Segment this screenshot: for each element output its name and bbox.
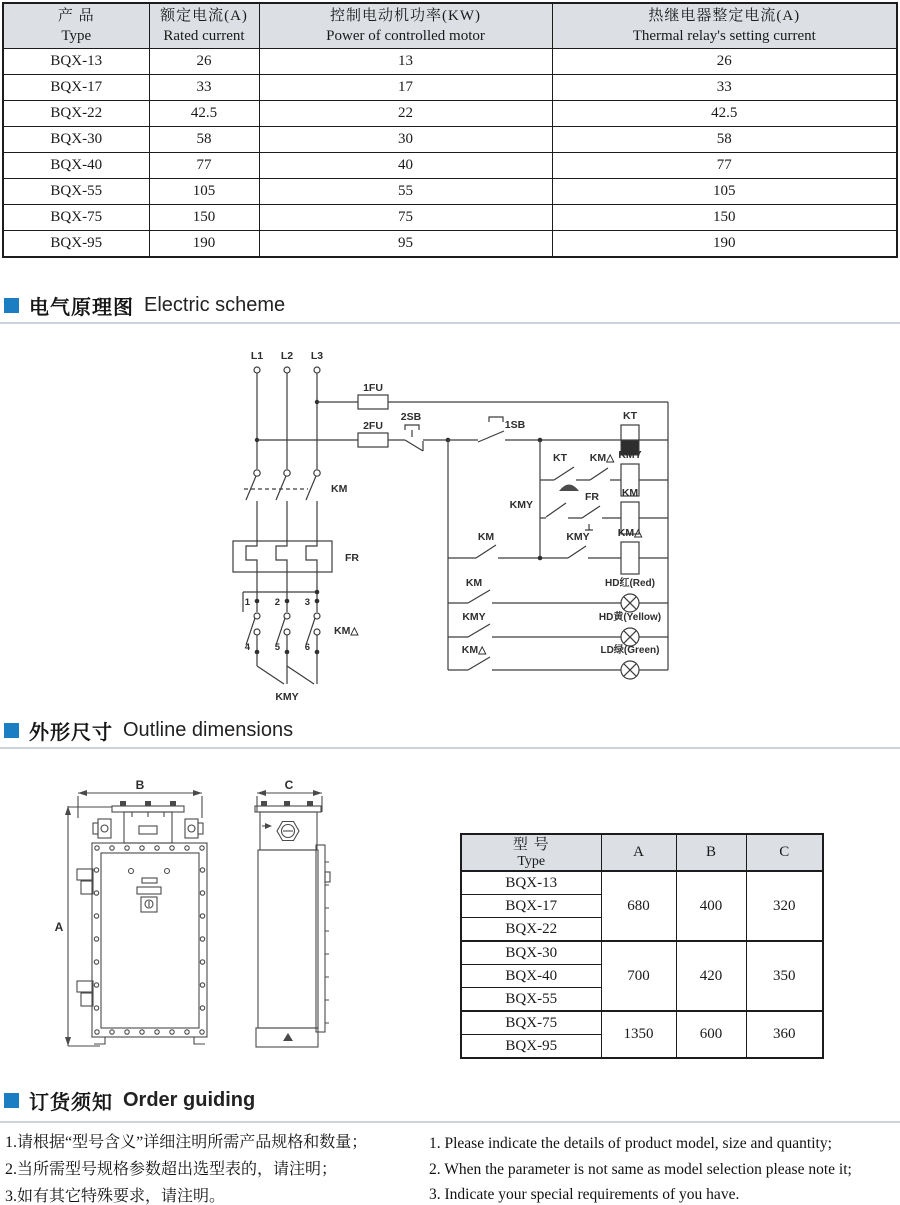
cell-current: 33 [149,75,259,101]
table-row [3,127,897,153]
order-notes-english [429,1131,899,1205]
cell-relay: 105 [552,179,897,205]
section-title-en: Electric scheme [144,293,286,316]
cell-relay: 33 [552,75,897,101]
yellow-lamp-label: HD黄(Yellow) [598,612,662,623]
cell-current: 26 [149,49,259,75]
spec-header-row [3,3,897,49]
section-title-zh: 电气原理图 [29,296,134,319]
cell-type: BQX-30 [3,127,149,153]
table-row [461,941,823,965]
outline-dimensions-drawing [40,770,370,1060]
cell-dim-a: 1350 [601,1011,676,1058]
header-zh: 产 品 [57,8,95,24]
section-title-zh: 订货须知 [29,1091,113,1114]
spec-header-thermal-relay [552,3,897,49]
kmy-coil-label: KMY [618,449,642,461]
section-header-outline-dimensions [4,718,294,744]
dim-header-b: B [676,834,746,871]
note-line: 2.当所需型号规格参数超出选型表的，请注明； [5,1161,338,1178]
note-line: 3. Indicate your special requirements of you have. [429,1186,740,1203]
cell-relay: 77 [552,153,897,179]
header-en: Power of controlled motor [326,28,485,44]
note-line: 2. When the parameter is not same as model selection please note it; [429,1160,852,1178]
cell-current: 77 [149,153,259,179]
section-bullet-icon [4,298,19,313]
table-row [3,231,897,258]
table-row [3,205,897,231]
cell-type: BQX-17 [3,75,149,101]
cell-type: BQX-55 [3,179,149,205]
start-button-label: 1SB [504,419,526,431]
cell-dim-a: 700 [601,941,676,1011]
header-en: Rated current [163,28,245,44]
phase-l2-label: L2 [280,350,294,362]
dimension-a-label: A [54,920,64,934]
kmy-no-contact-label: KMY [509,499,533,511]
cell-power: 13 [259,49,552,75]
power-circuit [233,350,359,703]
note-line: 1.请根据“型号含义”详细注明所需产品规格和数量； [5,1134,368,1151]
table-row [461,871,823,895]
section-title-en: Order guiding [123,1088,256,1111]
cell-type: BQX-40 [3,153,149,179]
enclosure-side-view [255,778,330,1047]
km-main-contact-label: KM [331,483,348,495]
section-divider [0,322,900,324]
cell-type: BQX-75 [3,205,149,231]
section-divider [0,747,900,749]
door-bolts [94,846,204,1034]
terminal-6-label: 6 [304,642,310,653]
spec-table [2,2,898,258]
cell-power: 30 [259,127,552,153]
note-line: 1. Please indicate the details of product model, size and quantity; [429,1135,832,1152]
dimension-b-label: B [135,778,145,792]
km-delta-contact-label: KM△ [334,625,359,637]
phase-l3-label: L3 [310,350,324,362]
table-row [3,75,897,101]
note-line: 3.如有其它特殊要求，请注明。 [5,1188,226,1205]
spec-header-motor-power [259,3,552,49]
section-title-zh: 外形尺寸 [29,721,113,744]
table-row [3,101,897,127]
km-lamp-contact-label: KM [465,577,483,589]
cell-relay: 150 [552,205,897,231]
table-row [3,49,897,75]
cell-dim-b: 600 [676,1011,746,1058]
cell-dim-c: 360 [746,1011,823,1058]
dimension-table [460,833,824,1059]
header-en: Type [517,853,546,869]
table-row [3,179,897,205]
header-zh: 热继电器整定电流(A) [648,8,801,24]
cell-model: BQX-55 [461,988,601,1012]
section-title-en: Outline dimensions [123,718,294,741]
header-en: Type [61,28,92,44]
fr-thermal-label: FR [345,552,359,564]
km-no-contact-label: KM [477,531,495,543]
cell-dim-c: 350 [746,941,823,1011]
cell-relay: 58 [552,127,897,153]
kmd-lamp-contact-label: KM△ [461,644,487,656]
cell-model: BQX-22 [461,918,601,942]
cell-type: BQX-95 [3,231,149,258]
spec-header-rated-current [149,3,259,49]
cell-current: 190 [149,231,259,258]
indicator-lamps [448,576,668,679]
stop-button-label: 2SB [400,411,422,423]
terminal-3-label: 3 [304,597,310,608]
cell-power: 95 [259,231,552,258]
cell-relay: 42.5 [552,101,897,127]
kmy-lamp-contact-label: KMY [462,611,486,623]
spec-header-type [3,3,149,49]
cell-model: BQX-17 [461,895,601,918]
cell-model: BQX-40 [461,965,601,988]
cell-current: 42.5 [149,101,259,127]
cell-power: 22 [259,101,552,127]
dimension-c-label: C [284,778,294,792]
section-divider [0,1121,900,1123]
cell-current: 58 [149,127,259,153]
cell-model: BQX-75 [461,1011,601,1035]
cell-relay: 190 [552,231,897,258]
cell-dim-c: 320 [746,871,823,941]
terminal-2-label: 2 [274,597,280,608]
cell-type: BQX-22 [3,101,149,127]
door-hinges [77,869,93,1006]
kmy-nc-contact-label: KMY [566,531,590,543]
cell-current: 105 [149,179,259,205]
kmy-star-label: KMY [275,691,299,703]
kt-delay-contact-label: KT [553,452,567,464]
kt-coil-label: KT [623,410,637,422]
table-row [3,153,897,179]
kmd-nc-contact-label: KM△ [589,452,615,464]
cell-current: 150 [149,205,259,231]
fuse-2fu-label: 2FU [363,420,383,432]
terminal-4-label: 4 [244,642,250,653]
section-bullet-icon [4,723,19,738]
section-header-electric-scheme [4,293,286,319]
cell-dim-b: 400 [676,871,746,941]
green-lamp-label: LD绿(Green) [600,645,660,656]
dim-header-c: C [746,834,823,871]
section-header-order-guiding [4,1088,256,1114]
kmd-coil-label: KM△ [617,527,643,539]
fuse-1fu-label: 1FU [363,382,383,394]
cell-model: BQX-95 [461,1035,601,1059]
cell-relay: 26 [552,49,897,75]
terminal-5-label: 5 [274,642,280,653]
header-en: Thermal relay's setting current [632,28,816,44]
cell-dim-b: 420 [676,941,746,1011]
cell-model: BQX-13 [461,871,601,895]
red-lamp-label: HD红(Red) [605,578,655,589]
dim-header-type [461,834,601,871]
cell-power: 55 [259,179,552,205]
dim-header-a: A [601,834,676,871]
header-zh: 控制电动机功率(KW) [330,8,481,24]
header-zh: 型 号 [512,836,550,853]
fr-nc-contact-label: FR [585,491,599,503]
cell-dim-a: 680 [601,871,676,941]
enclosure-front-view [55,778,207,1046]
phase-l1-label: L1 [250,350,264,362]
cell-type: BQX-13 [3,49,149,75]
cell-power: 17 [259,75,552,101]
cell-model: BQX-30 [461,941,601,965]
control-circuit [257,382,668,670]
table-row [461,1011,823,1035]
km-coil-label: KM [621,487,639,499]
dim-header-row [461,834,823,871]
cell-power: 40 [259,153,552,179]
terminal-1-label: 1 [244,597,250,608]
header-zh: 额定电流(A) [160,8,248,24]
cell-power: 75 [259,205,552,231]
electric-scheme-diagram [200,340,700,712]
order-notes-chinese [5,1129,425,1205]
section-bullet-icon [4,1093,19,1108]
